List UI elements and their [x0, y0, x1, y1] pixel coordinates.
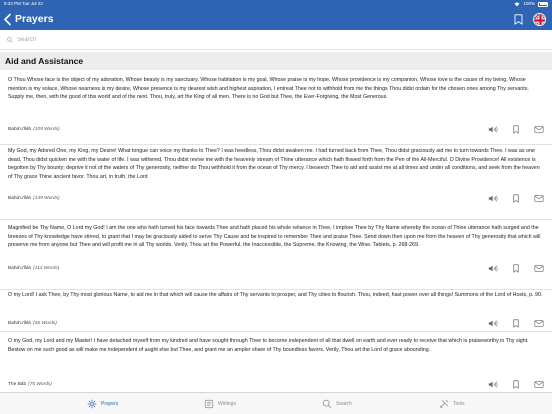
status-right [514, 0, 548, 8]
bookmark-icon[interactable] [511, 380, 521, 389]
tab-label: Search [336, 401, 352, 407]
tab-prayers[interactable] [87, 393, 118, 414]
uk-flag-icon[interactable] [533, 13, 546, 26]
prayer-word-count: (113 Words) [33, 265, 60, 271]
status-time: 9:33 PM Tue Jul 23 [4, 1, 43, 6]
prayer-word-count: (149 Words) [33, 195, 60, 201]
battery-percent: 100% [523, 1, 535, 6]
prayer-item[interactable] [0, 145, 552, 220]
search-input[interactable] [17, 37, 517, 43]
mail-icon[interactable] [534, 125, 544, 134]
prayer-author: Bahá'u'lláh [8, 195, 32, 201]
speaker-icon[interactable] [488, 194, 498, 203]
book-icon [204, 399, 214, 409]
battery-icon [538, 2, 548, 7]
mail-icon[interactable] [534, 319, 544, 328]
navigation-bar [0, 8, 552, 30]
tab-search[interactable] [322, 393, 352, 414]
prayer-item[interactable] [0, 332, 552, 392]
prayer-word-count: (46 Words) [33, 320, 57, 326]
flower-icon [87, 399, 97, 409]
search-icon [322, 399, 332, 409]
prayer-item[interactable] [0, 290, 552, 332]
prayer-text: O my God, my Lord and my Master! I have detached myself from my kindred and have sought through Thee to become independent of all that dwell on earth and ever ready to receive that which is praiseworthy in Thy sight. Bestow on me such good as will make me independent of aught else but Thee, and grant me an ampler share of Thy boundless favors. Verily, Thou art the Lord of grace abounding. [8, 338, 529, 353]
prayer-word-count: (75 Words) [28, 381, 52, 387]
speaker-icon[interactable] [488, 264, 498, 273]
prayer-item[interactable] [0, 70, 552, 145]
back-button[interactable] [3, 8, 54, 30]
prayer-author: The Báb [8, 381, 27, 387]
section-title: Aid and Assistance [5, 56, 84, 66]
prayer-text: Magnified be Thy Name, O Lord my God! I am the one who hath turned his face towards Thee and hath placed his whole reliance in Thee, I implore Thee by Thy Name whereby the ocean of Thine utterance hath surged and the breezes of Thy knowledge have stirred, to grant that I may be graciously aided to serve Thy Cause and be inspired to remember Thee and praise Thee. Send down then upon me from the heaven of Thy generosity that which will preserve me from anyone but Thee and will profit me in all Thy worlds. Verily, Thou art the Powerful, the Inaccessible, the Supreme, the Knowing, the Wise. Tablets, p. 268-269. [8, 225, 541, 249]
prayer-actions [488, 319, 544, 328]
prayer-actions [488, 194, 544, 203]
chevron-left-icon [3, 13, 12, 26]
prayer-author: Bahá'u'lláh [8, 265, 32, 271]
section-header [0, 52, 552, 70]
nav-title: Prayers [15, 13, 54, 25]
bookmark-icon[interactable] [511, 125, 521, 134]
tab-writings[interactable] [204, 393, 236, 414]
prayer-footer [8, 379, 544, 389]
speaker-icon[interactable] [488, 125, 498, 134]
bookmark-icon[interactable] [511, 319, 521, 328]
prayer-footer [8, 318, 544, 328]
search-bar [0, 30, 552, 50]
prayer-actions [488, 264, 544, 273]
prayer-footer [8, 263, 544, 273]
prayer-actions [488, 125, 544, 134]
speaker-icon[interactable] [488, 319, 498, 328]
prayer-word-count: (109 Words) [33, 126, 60, 132]
bookmark-icon[interactable] [514, 14, 523, 25]
search-box[interactable] [4, 33, 548, 47]
bookmark-icon[interactable] [511, 194, 521, 203]
tab-tools[interactable] [439, 393, 465, 414]
prayer-item[interactable] [0, 220, 552, 290]
prayer-text: O my Lord! I ask Thee, by Thy most glorious Name, to aid me in that which will cause the affairs of Thy servants to prosper, and Thy cities to flourish. Thou, indeed, hast power over all things! Summons of the Lord of Hosts, p. 90. [8, 292, 543, 298]
prayer-text: My God, my Adored One, my King, my Desire! What tongue can voice my thanks to Thee? I was heedless, Thou didst awaken me. I had turned back from Thee, Thou didst graciously aid me to turn towards Thee. I was as one dead, Thou didst quicken me with the water of life. I was withered, Thou didst revive me with the heavenly stream of Thine utterance which hath flowed forth from the Pen of the All-Merciful. O Divine Providence! All existence is begotten by Thy bounty; deprive it not of the waters of Thy generosity, neither do Thou withhold it from the ocean of Thy mercy. I beseech Thee to aid and assist me at all times and under all conditions, and seek from the heaven of Thy grace Thine ancient favor. Thou art, in truth, the Lord [8, 148, 540, 180]
mail-icon[interactable] [534, 194, 544, 203]
tab-bar [0, 392, 552, 414]
prayer-actions [488, 380, 544, 389]
status-bar [0, 0, 552, 8]
prayer-author: Bahá'u'lláh [8, 126, 32, 132]
wifi-icon [514, 2, 520, 7]
prayer-footer [8, 193, 544, 203]
search-icon [7, 37, 13, 43]
speaker-icon[interactable] [488, 380, 498, 389]
nav-actions [514, 8, 546, 30]
prayer-footer [8, 124, 544, 134]
prayer-text: O Thou Whose face is the object of my adoration, Whose beauty is my sanctuary, Whose habitation is my goal, Whose praise is my hope, Whose providence is my companion, Whose love is the cause of my being, Whose mention is my solace, Whose nearness is my desire, Whose presence is my dearest wish and highest aspiration, I entreat Thee not to withhold from me the things Thou didst ordain for the chosen ones among Thy servants. Supply me, then, with the good of this world and of the next. Thou, truly, art the King of all men. There is no God but Thee, the Ever-Forgiving, the Most Generous. [8, 77, 529, 101]
mail-icon[interactable] [534, 380, 544, 389]
tab-label: Tools [453, 401, 465, 407]
tab-label: Prayers [101, 401, 119, 407]
bookmark-icon[interactable] [511, 264, 521, 273]
prayer-author: Bahá'u'lláh [8, 320, 32, 326]
tools-icon [439, 399, 449, 409]
prayer-list [0, 70, 552, 392]
tab-label: Writings [218, 401, 236, 407]
mail-icon[interactable] [534, 264, 544, 273]
